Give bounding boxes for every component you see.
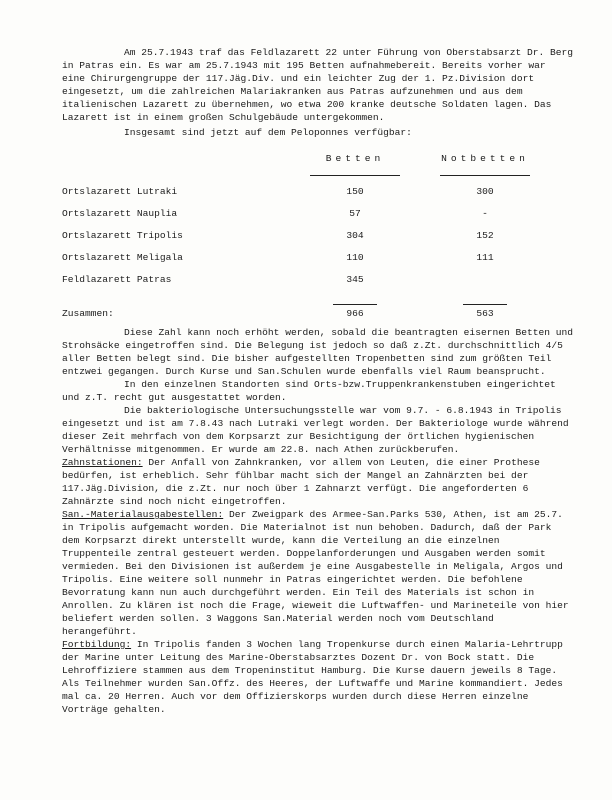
header-beds: Betten (325, 152, 385, 164)
bacteriology-paragraph: Die bakteriologische Untersuchungsstelle war vom 9.7. - 6.8.1943 in Tripolis eingesetzt und ist am 7.8.43 nach Lutraki verlegt worden. Der Bakteriologe wurde während dieser Zeit mehrfach von dem Korpsarzt zur Besichtigung der örtlichen hygienischen Verhältnisse mitgenommen. Er wurde am 22.8. nach Athen zurückberufen. (62, 405, 569, 455)
emergency-value (430, 268, 540, 290)
header-rule (310, 175, 400, 176)
sickbay-paragraph: In den einzelnen Standorten sind Orts-bzw.Truppenkrankenstuben eingerichtet und z.T. recht gut ausgestattet worden. (62, 379, 556, 403)
total-beds: 966 (333, 304, 377, 320)
total-emergency: 563 (463, 304, 507, 320)
hospital-name: Ortslazarett Tripolis (62, 229, 183, 241)
hospital-name: Ortslazarett Lutraki (62, 185, 178, 197)
table-row (62, 180, 540, 202)
beds-value: 57 (349, 207, 361, 219)
dental-label: Zahnstationen: (62, 457, 143, 468)
availability-intro: Insgesamt sind jetzt auf dem Peloponnes verfügbar: (124, 127, 412, 138)
hospital-name: Feldlazarett Patras (62, 273, 172, 285)
dental-text: Der Anfall von Zahnkranken, vor allem von Leuten, die einer Prothese bedürfen, ist erheblich. Sehr fühlbar macht sich der Mangel an Zahnärzten bei der 117.Jäg.Division, die z.Zt. nur noch über 1 Zahnarzt verfügt. Die angeforderten 6 Zahnärzte sind noch nicht eingetroffen. (62, 457, 540, 507)
beds-value: 150 (346, 185, 364, 197)
table-row (62, 268, 540, 290)
emergency-value: 300 (476, 185, 494, 197)
dental-section (62, 456, 574, 508)
beds-value: 304 (346, 229, 364, 241)
hospital-name: Ortslazarett Nauplia (62, 207, 178, 219)
training-section (62, 638, 574, 716)
header-rule (440, 175, 530, 176)
beds-value: 345 (346, 273, 364, 285)
capacity-paragraph: Diese Zahl kann noch erhöht werden, sobald die beantragten eisernen Betten und Strohsäcke eingetroffen sind. Die Belegung ist jedoch so daß z.Zt. durchschnittlich 4/5 aller Betten belegt sind. Die bisher aufgestellten Tropenbetten sind zum größten Teil entzwei gegangen. Durch Kurse und San.Schulen wurde ebenfalls viel Raum beansprucht. (62, 327, 574, 377)
header-emergency-beds: Notbetten (441, 152, 529, 164)
table-row (62, 224, 540, 246)
bed-table (62, 149, 540, 320)
material-section (62, 508, 574, 638)
beds-value: 110 (346, 251, 364, 263)
emergency-value: 152 (476, 229, 494, 241)
intro-paragraph: Am 25.7.1943 traf das Feldlazarett 22 unter Führung von Oberstabsarzt Dr. Berg in Patras ein. Es war am 25.7.1943 mit 195 Betten aufnahmebereit. Bereits vorher war eine Chirurgengruppe der 117.Jäg.Div. und ein leichter Zug der 1. Pz.Division dort eingesetzt, um die zahlreichen Malariakranken aus Patras aufzunehmen und aus dem italienischen Lazarett zu übernehmen, wo etwa 200 kranke deutsche Soldaten lagen. Das Lazarett ist in einem großen Schulgebäude untergekommen. (62, 47, 574, 123)
hospital-name: Ortslazarett Meligala (62, 251, 183, 263)
emergency-value: 111 (476, 251, 494, 263)
emergency-value: - (482, 207, 488, 219)
material-label: San.-Materialausgabestellen: (62, 509, 224, 520)
training-text: In Tripolis fanden 3 Wochen lang Tropenkurse durch einen Malaria-Lehrtrupp der Marine unter Leitung des Marine-Oberstabsarztes Dozent Dr. von Bock statt. Die Lehroffiziere stammen aus dem Tropeninstitut Hamburg. Die Kurse dauern jeweils 8 Tage. Als Teilnehmer wurden San.Offz. des Heeres, der Luftwaffe und Marine kommandiert. Jedes mal ca. 20 Herren. Auch vor dem Offizierskorps wurden durch diese Herren einzelne Vorträge gehalten. (62, 639, 563, 715)
table-row (62, 202, 540, 224)
total-label: Zusammen: (62, 308, 114, 319)
table-row (62, 246, 540, 268)
material-text: Der Zweigpark des Armee-San.Parks 530, Athen, ist am 25.7. in Tripolis aufgemacht worden. Die Materialnot ist nun behoben. Dadurch, daß der Park dem Korpsarzt direkt unterstellt wurde, kann die Verteilung an die einzelnen Truppenteile zentral gesteuert werden. Doppelanforderungen und Ausgaben werden somit vermieden. Bei den Divisionen ist außerdem je eine Ausgabestelle in Meligala, Argos und Tripolis. Eine weitere soll nunmehr in Patras eingerichtet werden. Die befohlene Bevorratung kann nun auch durchgeführt werden. Ein Teil des Materials ist schon in Anrollen. Zu klären ist noch die Frage, wieweit die Luftwaffen- und Marineteile von hier beliefert werden sollen. 3 Waggons San.Material werden noch vom Deutschland herangeführt. (62, 509, 569, 637)
training-label: Fortbildung: (62, 639, 132, 650)
total-row (62, 290, 540, 320)
